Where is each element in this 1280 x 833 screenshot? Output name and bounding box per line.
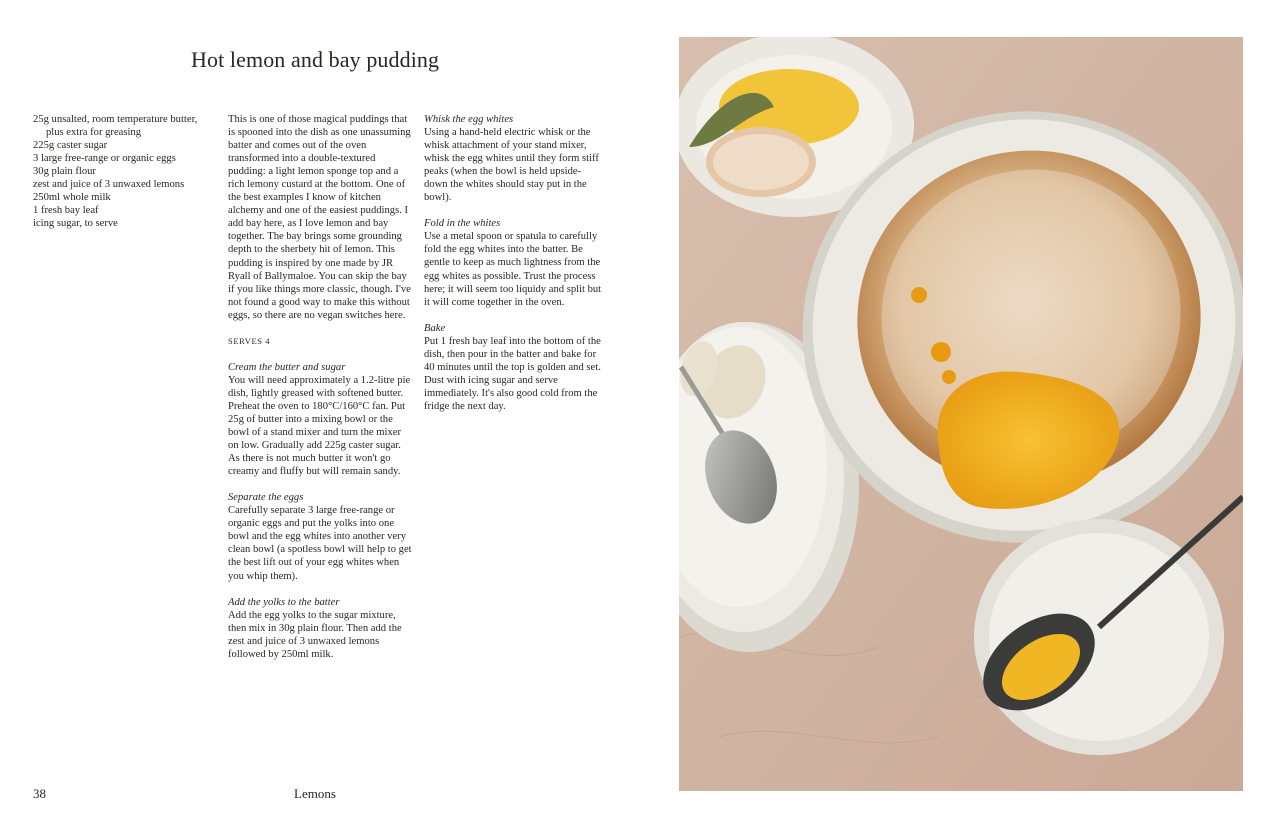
ingredients-list (33, 113, 208, 230)
step-heading: Separate the eggs (228, 492, 304, 504)
chapter-title: Lemons (294, 786, 336, 801)
step-heading: Fold in the whites (424, 218, 501, 230)
recipe-title: Hot lemon and bay pudding (191, 47, 440, 72)
ingredient-item: zest and juice of 3 unwaxed lemons (33, 179, 185, 191)
step-text: Carefully separate 3 large free-range or organic eggs and put the yolks into one bowl and the egg whites into another very clean bowl (a spotless bowl will help to get the best lift out of your egg whites when you whip them). (228, 505, 412, 582)
step-text: Add the egg yolks to the sugar mixture, then mix in 30g plain flour. Then add the zest and juice of 3 unwaxed lemons followed by 250ml milk. (228, 609, 402, 660)
ingredient-item: 3 large free-range or organic eggs (33, 153, 176, 165)
step-text: You will need approximately a 1.2-litre pie dish, lightly greased with softened butter. Preheat the oven to 180°C/160°C fan. Put 25g of butter into a mixing bowl or the bowl of a stand mixer and turn the mixer on low. Gradually add 225g caster sugar. As there is not much butter it won't go creamy and fluffy but will remain sandy. (228, 374, 411, 478)
step-heading: Cream the butter and sugar (228, 361, 346, 373)
step-text: Put 1 fresh bay leaf into the bottom of the dish, then pour in the batter and bake for 40 minutes until the top is golden and set. Dust with icing sugar and serve immediately. It's also good cold from the fridge the next day. (424, 335, 601, 412)
ingredient-item: 30g plain flour (33, 166, 96, 178)
serves-label: SERVES 4 (228, 335, 271, 346)
page-number: 38 (33, 786, 46, 801)
step-text: Using a hand-held electric whisk or the whisk attachment of your stand mixer, whisk the egg whites until they form stiff peaks (when the bowl is held upside-down the whites should stay put in the bowl). (424, 127, 599, 204)
step-heading: Add the yolks to the batter (228, 596, 340, 608)
ingredient-item: icing sugar, to serve (33, 218, 118, 230)
ingredient-item: 25g unsalted, room temperature butter, plus extra for greasing (33, 114, 198, 139)
step-heading: Bake (424, 322, 446, 334)
step-text: Use a metal spoon or spatula to carefully fold the egg whites into the batter. Be gentle to keep as much lightness from the egg whites as possible. Trust the process here; it will seem too liquidy and split but it will come together in the oven. (424, 231, 602, 308)
pudding-photo (679, 37, 1243, 791)
step-heading: Whisk the egg whites (424, 114, 514, 125)
ingredient-item: 250ml whole milk (33, 192, 111, 204)
method-column-2 (424, 113, 602, 413)
recipe-intro: This is one of those magical puddings that is spooned into the dish as one unassuming batter and comes out of the oven transformed into a double-textured pudding: a light lemon sponge top and a rich lemony custard at the bottom. One of the best examples I know of kitchen alchemy and one of the easiest puddings. I add bay here, as I love lemon and bay together. The bay brings some grounding depth to the sherbety hit of lemon. This pudding is inspired by one made by JR Ryall of Ballymaloe. You can skip the bay if you like things more classic, though. I've not found a good way to make this without eggs, so there are no vegan switches here. (228, 114, 411, 321)
ingredient-item: 225g caster sugar (33, 140, 108, 152)
ingredient-item: 1 fresh bay leaf (33, 205, 99, 217)
method-column-1 (228, 113, 412, 661)
